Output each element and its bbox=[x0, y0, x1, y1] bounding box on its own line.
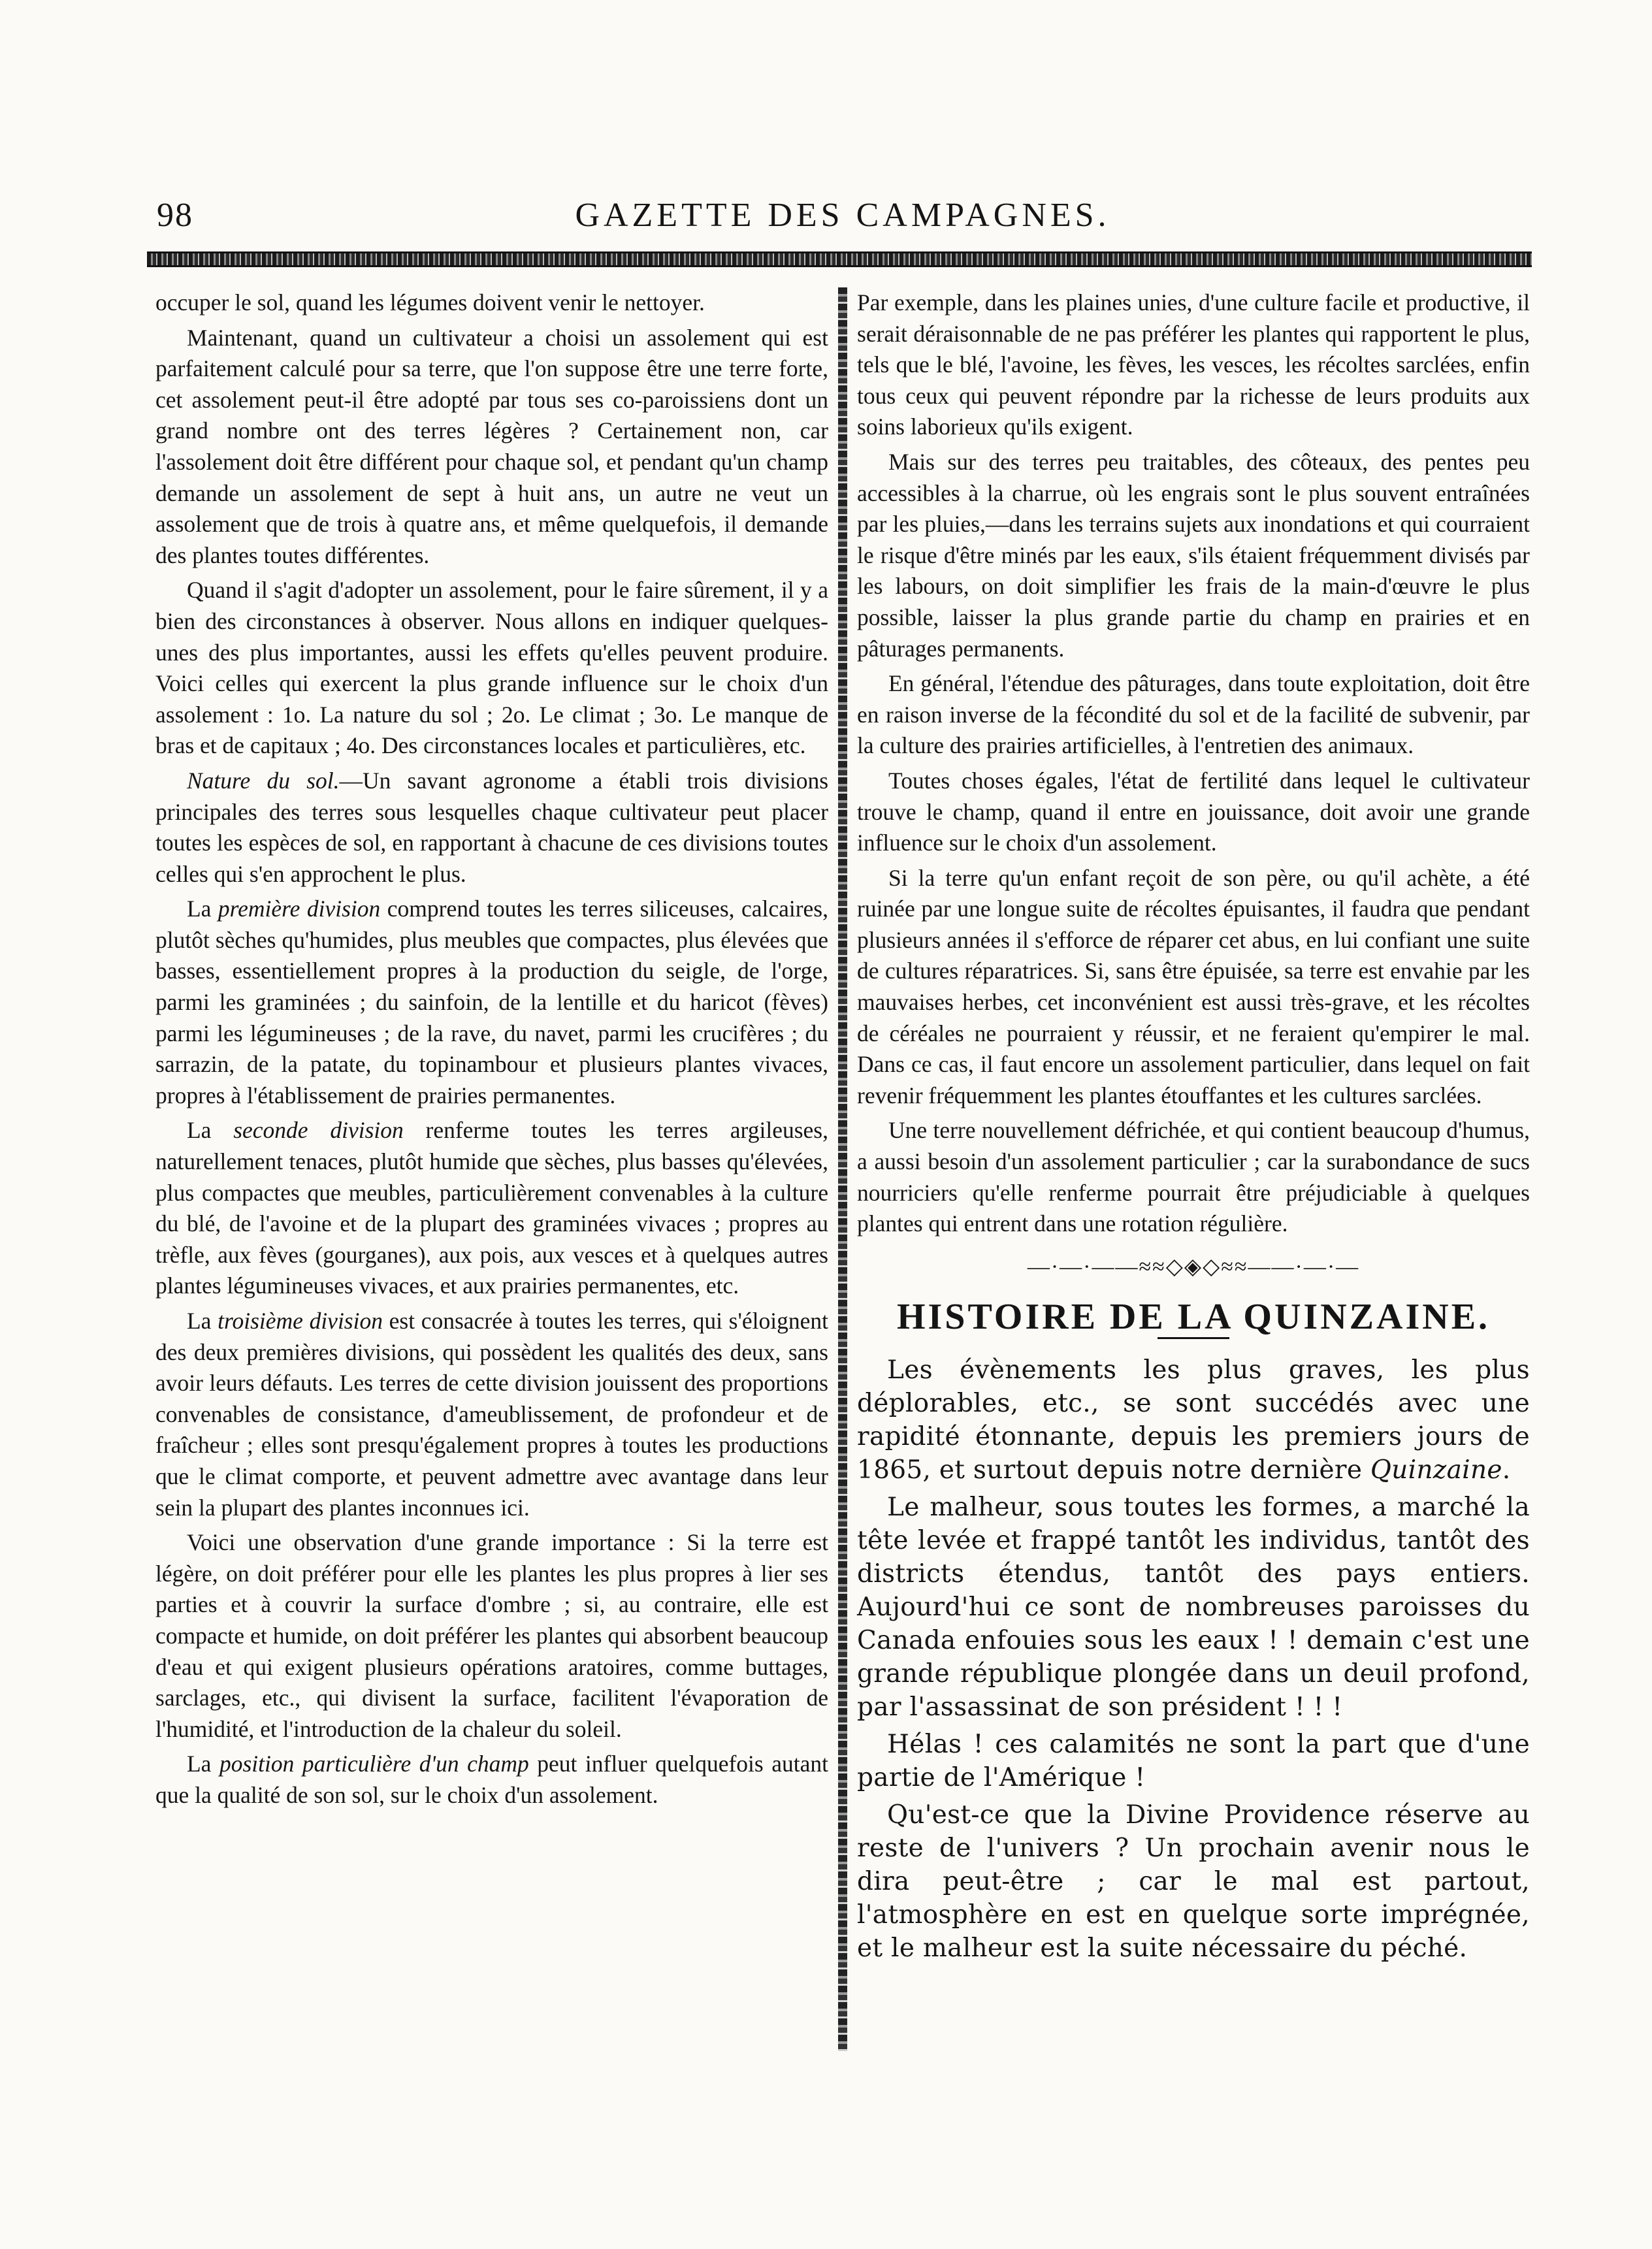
section-title: HISTOIRE DE LA QUINZAINE. bbox=[896, 1297, 1491, 1338]
paragraph: Hélas ! ces calamités ne sont la part que d'une partie de l'Amérique ! bbox=[857, 1730, 1530, 1792]
paragraph-text: La bbox=[187, 1117, 234, 1144]
header-rule bbox=[147, 251, 1532, 267]
paragraph: Voici une observation d'une grande importance : Si la terre est légère, on doit préférer pour elle les plantes les plus propres à lier ses parties et à couvrir la surface d'ombre ; si, au contraire, elle est compacte et humide, on doit préférer les plantes qui absorbent beaucoup d'eau et qui exigent plusieurs opérations aratoires, comme buttages, sarclages, etc., qui divisent la surface, facilitent l'évaporation de l'humidité, et l'introduction de la chaleur du soleil. bbox=[155, 1529, 828, 1742]
subheading: position particulière d'un champ bbox=[219, 1751, 529, 1777]
histoire-section bbox=[857, 1353, 1530, 1965]
left-column bbox=[155, 287, 828, 1815]
paragraph-nature-du-sol bbox=[155, 766, 828, 890]
subheading: seconde division bbox=[233, 1117, 404, 1144]
subheading: première division bbox=[218, 896, 381, 922]
running-title: GAZETTE DES CAMPAGNES. bbox=[575, 197, 1110, 234]
paragraph: Qu'est-ce que la Divine Providence réserve au reste de l'univers ? Un prochain avenir nous le dira peut-être ; car le mal est partout, l'atmosphère en est en quelque sorte imprégnée, et le malheur est la suite nécessaire du péché. bbox=[857, 1800, 1530, 1963]
paragraph-text: —Un savant agronome a établi trois divisions principales des terres sous lesquelles chaque cultivateur peut placer toutes les espèces de sol, en rapportant à chacune de ces divisions toutes celles qui s'en approchent le plus. bbox=[155, 767, 829, 887]
paragraph: Toutes choses égales, l'état de fertilité dans lequel le cultivateur trouve le champ, quand il entre en jouissance, doit avoir une grande influence sur le choix d'un assolement. bbox=[857, 767, 1530, 856]
paragraph-troisieme-division bbox=[155, 1306, 828, 1523]
paragraph: Mais sur des terres peu traitables, des côteaux, des pentes peu accessibles à la charrue, où les engrais sont le plus souvent entraînées par les pluies,—dans les terrains sujets aux inondations et qui courraient le risque d'être minés par les eaux, s'ils étaient fréquemment divisés par les labours, on doit simplifier les frais de la main-d'œuvre le plus possible, laisser la plus grande partie du champ en prairies et en pâturages permanents. bbox=[857, 448, 1530, 662]
paragraph-text: La bbox=[187, 1751, 219, 1777]
paragraph-text: Les évènements les plus graves, les plus déplorables, etc., se sont succédés avec une rapidité étonnante, depuis les premiers jours de 1865, et surtout depuis notre dernière bbox=[857, 1355, 1530, 1485]
title-rule bbox=[1158, 1337, 1229, 1339]
italic-term: Quinzaine bbox=[1370, 1455, 1502, 1485]
paragraph: Si la terre qu'un enfant reçoit de son père, ou qu'il achète, a été ruinée par une longue suite de récoltes épuisantes, il faudra que pendant plusieurs années il s'efforce de réparer cet abus, en lui confiant une suite de cultures réparatrices. Si, sans être épuisée, sa terre est envahie par les mauvaises herbes, cet inconvénient est aussi très-grave, et les récoltes de céréales ne pourraient y réussir, et ne feraient qu'empirer le mal. Dans ce cas, il faut encore un assolement particulier, dans lequel on fait revenir fréquemment les plantes étouffantes et les cultures sarclées. bbox=[857, 864, 1530, 1108]
paragraph: En général, l'étendue des pâturages, dans toute exploitation, doit être en raison inverse de la fécondité du sol et de la facilité de subvenir, par la culture des prairies artificielles, à l'entretien des animaux. bbox=[857, 670, 1530, 759]
paragraph: Une terre nouvellement défrichée, et qui contient beaucoup d'humus, a aussi besoin d'un assolement particulier ; car la surabondance de sucs nourriciers qu'elle renferme pourrait être préjudiciable à quelques plantes qui entrent dans une rotation régulière. bbox=[857, 1117, 1530, 1237]
paragraph-text: La bbox=[187, 1308, 218, 1334]
paragraph: occuper le sol, quand les légumes doivent venir le nettoyer. bbox=[155, 289, 705, 316]
paragraph-seconde-division bbox=[155, 1115, 828, 1302]
page-number: 98 bbox=[157, 197, 193, 234]
paragraph-text: est consacrée à toutes les terres, qui s'éloignent des deux premières divisions, qui possèdent les qualités des deux, sans avoir leurs défauts. Les terres de cette division jouissent des proportions convenables de consistance, d'ameublissement, de profondeur et de fraîcheur ; elles sont presqu'également propres à toutes les productions que le climat comporte, et peuvent admettre avec avantage dans leur sein la plupart des plantes inconnues ici. bbox=[155, 1308, 828, 1521]
section-ornament: —·—·——≈≈◇◈◇≈≈——·—·— bbox=[1027, 1254, 1360, 1279]
paragraph-premiere-division bbox=[155, 894, 828, 1111]
paragraph: Le malheur, sous toutes les formes, a marché la tête levée et frappé tantôt les individus, tantôt des districts étendus, tantôt des pays entiers. Aujourd'hui ce sont de nombreuses paroisses du Canada enfouies sous les eaux ! ! demain c'est une grande république plongée dans un deuil profond, par l'assassinat de son président ! ! ! bbox=[857, 1493, 1530, 1722]
paragraph-text: comprend toutes les terres siliceuses, calcaires, plutôt sèches qu'humides, plus meubles que compactes, plus élevées que basses, essentiellement propres à la production du seigle, de l'orge, parmi les graminées ; du sainfoin, de la lentille et du haricot (fèves) parmi les légumineuses ; de la rave, du navet, parmi les crucifères ; du sarrazin, de la patate, du topinambour et plusieurs plantes vivaces, propres à l'établissement de prairies permanentes. bbox=[155, 896, 828, 1108]
paragraph: Quand il s'agit d'adopter un assolement, pour le faire sûrement, il y a bien des circonstances à observer. Nous allons en indiquer quelques-unes des plus importantes, aussi les effets qu'elles peuvent produire. Voici celles qui exercent la plus grande influence sur le choix d'un assolement : 1o. La nature du sol ; 2o. Le climat ; 3o. Le manque de bras et de capitaux ; 4o. Des circonstances locales et particulières, etc. bbox=[155, 577, 828, 759]
subheading: Nature du sol. bbox=[187, 767, 340, 794]
paragraph-text: La bbox=[187, 896, 218, 922]
paragraph-text: peut influer quelquefois autant que la qualité de son sol, sur le choix d'un assolement. bbox=[155, 1751, 828, 1808]
paragraph-text: renferme toutes les terres argileuses, naturellement tenaces, plutôt humide que sèches, plus basses qu'élevées, plus compactes que meubles, particulièrement convenables à la culture du blé, de l'avoine et de la plupart des graminées vivaces ; propres au trèfle, aux fèves (gourganes), aux pois, aux vesces et à quelques autres plantes légumineuses vivaces, et aux prairies permanentes, etc. bbox=[155, 1117, 828, 1299]
page-header bbox=[157, 196, 1529, 242]
paragraph-text: . bbox=[1502, 1455, 1511, 1485]
column-divider bbox=[838, 287, 847, 2051]
subheading: troisième division bbox=[218, 1308, 383, 1334]
paragraph-position bbox=[155, 1749, 828, 1811]
paragraph: Maintenant, quand un cultivateur a choisi un assolement qui est parfaitement calculé pour sa terre, que l'on suppose être une terre forte, cet assolement peut-il être adopté par tous ses co-paroissiens dont un grand nombre ont des terres légères ? Certainement non, car l'assolement doit être différent pour chaque sol, et pendant qu'un champ demande un assolement de sept à huit ans, un autre ne veut un assolement que de trois à quatre ans, et même quelquefois, il demande des plantes toutes différentes. bbox=[155, 324, 828, 568]
paragraph: Par exemple, dans les plaines unies, d'une culture facile et productive, il serait déraisonnable de ne pas préférer les plantes qui rapportent le plus, tels que le blé, l'avoine, les fèves, les vesces, les récoltes sarclées, enfin tous ceux qui peuvent répondre par la richesse de leurs produits aux soins laborieux qu'ils exigent. bbox=[857, 289, 1530, 440]
right-column bbox=[857, 287, 1530, 1969]
paragraph bbox=[857, 1353, 1530, 1487]
